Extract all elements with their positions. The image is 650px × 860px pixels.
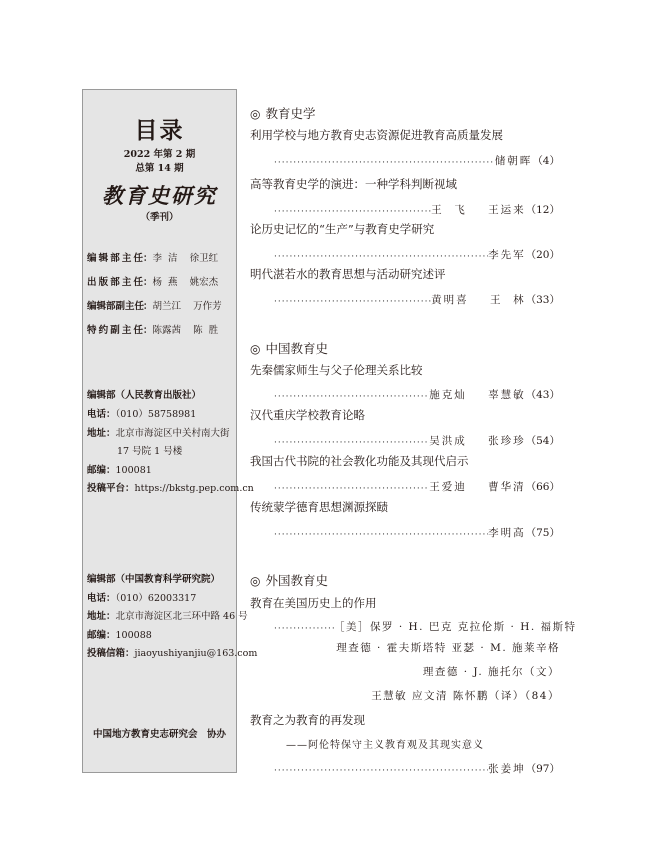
article-entry-leader	[274, 382, 560, 402]
contents-title: 目录	[134, 117, 185, 144]
article-entry-leader	[274, 197, 560, 217]
article-subtitle: ——阿伦特保守主义教育观及其现实意义	[286, 740, 484, 751]
article-title[interactable]: 教育之为教育的再发现	[250, 713, 365, 727]
dot-leader	[274, 252, 488, 262]
editor-role: 特约副主任	[87, 325, 143, 336]
office-zip: 邮编：100088	[87, 630, 152, 641]
article-entry-leader	[274, 520, 560, 540]
article-title[interactable]: 汉代重庆学校教育论略	[250, 408, 365, 422]
article-author: 吴洪成 张珍珍	[429, 435, 526, 447]
article-title[interactable]: 先秦儒家师生与父子伦理关系比较	[250, 363, 423, 377]
article-entry-leader	[274, 428, 560, 448]
dot-leader	[274, 624, 334, 634]
editor-names: 杨 燕 姚宏杰	[152, 277, 219, 288]
editor-row: 特约副主任：陈露茜 陈 胜	[87, 322, 218, 336]
article-author: 王爱迪 曹华清	[429, 481, 526, 493]
editor-row: 编辑部主任：李 洁 徐卫红	[87, 250, 218, 264]
sidebar-panel	[82, 89, 258, 773]
dot-leader	[274, 158, 495, 168]
page-number: （84）	[524, 690, 560, 702]
office-name: 编辑部（中国教育科学研究院）	[87, 574, 221, 585]
article-title[interactable]: 利用学校与地方教育史志资源促进教育高质量发展	[250, 128, 503, 142]
editor-names: 陈露茜 陈 胜	[152, 325, 219, 336]
article-author: 理查德 · 霍夫斯塔特 亚瑟 · M. 施莱辛格	[336, 642, 560, 654]
office-phone: 电话：（010）62003317	[87, 593, 197, 604]
article-author: ［美］保罗 · H. 巴克 克拉伦斯 · H. 福斯特	[334, 621, 577, 633]
article-entry-leader	[274, 287, 560, 307]
article-entry-leader	[274, 756, 560, 776]
office-submit-platform: 投稿平台：https://bkstg.pep.com.cn	[87, 483, 254, 494]
section-heading	[250, 104, 316, 122]
article-author: 黄明喜 王 林	[431, 294, 526, 306]
article-author: 李明高	[488, 527, 526, 539]
article-title[interactable]: 传统蒙学德育思想渊源探赜	[250, 500, 388, 514]
section-heading	[250, 571, 328, 589]
article-author: 李先军	[488, 249, 526, 261]
article-author: 储朝晖	[494, 155, 533, 167]
office-phone: 电话：（010）58758981	[87, 409, 197, 420]
organizer-line: 中国地方教育史志研究会 协办	[92, 729, 226, 740]
editor-row: 编辑部副主任：胡兰江 万作芳	[87, 298, 222, 312]
publication-frequency: （季刊）	[140, 212, 179, 223]
dot-leader	[274, 484, 429, 494]
section-title: 教育史学	[265, 106, 316, 121]
section-title: 外国教育史	[265, 573, 328, 588]
office-address: 地址：北京市海淀区北三环中路 46 号	[87, 611, 248, 622]
article-title[interactable]: 教育在美国历史上的作用	[250, 596, 377, 610]
article-author: 施克灿 辜慧敏	[429, 389, 526, 401]
office-email: 投稿信箱：jiaoyushiyanjiu@163.com	[87, 648, 258, 659]
page-number: （66）	[525, 481, 560, 493]
article-title[interactable]: 高等教育史学的演进：一种学科判断视域	[250, 177, 457, 191]
page-number: （75）	[525, 527, 560, 539]
page-number: （4）	[532, 155, 560, 167]
office-address-line2: 17 号院 1 号楼	[117, 446, 183, 457]
editor-names: 胡兰江 万作芳	[152, 301, 222, 312]
article-author: 理查德 · J. 施托尔（文）	[422, 666, 560, 678]
dot-leader	[274, 392, 429, 402]
total-issue-number: 总第 14 期	[135, 163, 184, 174]
circle-marker-icon: ◎	[250, 342, 261, 356]
dot-leader	[274, 207, 431, 217]
editor-role: 出版部主任	[87, 277, 143, 288]
office-name: 编辑部（人民教育出版社）	[87, 390, 202, 401]
article-title[interactable]: 明代湛若水的教育思想与活动研究述评	[250, 267, 446, 281]
editor-role: 编辑部主任	[87, 253, 143, 264]
article-author: 张姜坤	[488, 763, 526, 775]
page-number: （54）	[525, 435, 560, 447]
page-number: （97）	[525, 763, 560, 775]
article-entry-leader	[274, 474, 560, 494]
issue-number: 2022 年第 2 期	[123, 149, 196, 160]
article-author-translators: 王慧敏 应文清 陈怀鹏（译）（84）	[371, 690, 560, 702]
editor-role: 编辑部副主任	[87, 301, 145, 312]
office-address: 地址：北京市海淀区中关村南大街	[87, 428, 230, 439]
section-heading	[250, 339, 328, 357]
dot-leader	[274, 530, 488, 540]
page-number: （20）	[525, 249, 560, 261]
page-number: （33）	[525, 294, 560, 306]
dot-leader	[274, 438, 429, 448]
dot-leader	[274, 297, 431, 307]
editor-row: 出版部主任：杨 燕 姚宏杰	[87, 274, 218, 288]
page-number: （43）	[525, 389, 560, 401]
article-title[interactable]: 我国古代书院的社会教化功能及其现代启示	[250, 454, 469, 468]
article-title[interactable]: 论历史记忆的“生产”与教育史学研究	[250, 222, 435, 236]
article-entry-leader	[274, 148, 560, 168]
article-entry-leader	[274, 614, 577, 634]
office-zip: 邮编：100081	[87, 465, 152, 476]
circle-marker-icon: ◎	[250, 107, 261, 121]
journal-name: 教育史研究	[102, 183, 217, 208]
page-number: （12）	[525, 204, 560, 216]
circle-marker-icon: ◎	[250, 574, 261, 588]
section-title: 中国教育史	[265, 341, 328, 356]
dot-leader	[274, 766, 488, 776]
editor-names: 李 洁 徐卫红	[152, 253, 219, 264]
article-author: 王 飞 王运来	[431, 204, 526, 216]
article-entry-leader	[274, 242, 560, 262]
